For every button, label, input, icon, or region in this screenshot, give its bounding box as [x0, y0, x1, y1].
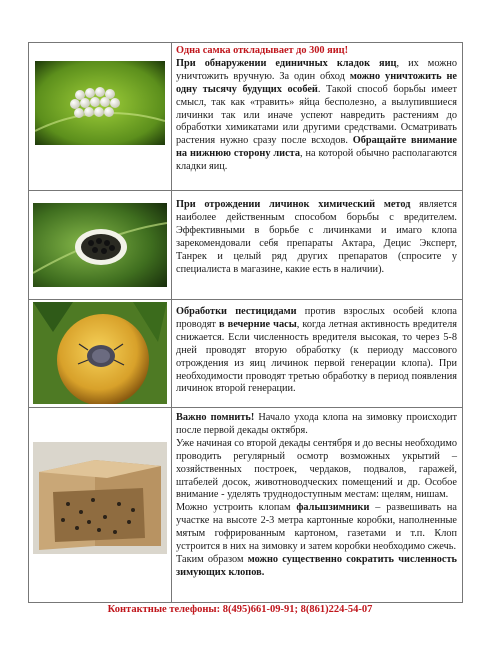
text-span: . Такой способ борьбы имеет смысл, так как «травить» яйца бесполезно, а вылупившиеся личинки так или иначе успеют навредить растениям до обработки химикатами или другими средствами. Осматривать растения нужно сразу после всходов.: [176, 83, 457, 147]
section-wintering: [29, 408, 462, 602]
wintering-image: [29, 408, 172, 602]
text-span: фальшзимники: [296, 502, 370, 514]
pesticides-image: [29, 300, 172, 407]
eggs-on-leaf-photo: [35, 61, 165, 145]
text-span: При отрождении личинок химический метод: [176, 199, 411, 210]
text-span: Можно устроить клопам: [176, 502, 297, 514]
larvae-on-leaf-photo: [33, 203, 167, 287]
section-pesticides: [29, 300, 462, 408]
larvae-image: [29, 191, 172, 299]
text-span: против взрослых особей клопа проводят: [176, 306, 457, 330]
section-wintering-text: [172, 408, 462, 602]
text-span: Таким образом: [176, 553, 248, 565]
eggs-image: [29, 43, 172, 190]
bug-on-fruit-photo: [33, 302, 167, 404]
text-span: – развешивать на участке на высоте 2-3 метра картонные коробки, наполненные мятым гофрированным картоном, газетами и т.п. Клоп устроится в них на зимовку и затем коробки необходимо сжечь.: [176, 502, 457, 553]
section-eggs-heading: Одна самка откладывает до 300 яиц!: [176, 45, 348, 56]
text-span: Начало ухода клопа на зимовку происходит после первой декады октября.: [176, 412, 457, 436]
text-span: , когда летная активность вредителя снижается. Если численность вредителя высокая, то через 5-8 дней проводят вторую обработку (к периоду массового отрождения из яиц личинок первой генерации клопа). При необходимости проводят третью обработку в период появления личинок второй генерации.: [176, 318, 457, 395]
text-span: Обращайте внимание на нижнюю сторону листа: [176, 135, 457, 160]
cardboard-trap-photo: [33, 442, 167, 554]
content-table: [28, 42, 463, 603]
text-span: Важно помнить!: [176, 412, 255, 423]
text-span: можно уничтожить не одну тысячу будущих особей: [176, 70, 457, 95]
section-pesticides-text: [172, 300, 462, 407]
text-span: в вечерние часы: [219, 318, 297, 330]
text-span: Обработки пестицидами: [176, 306, 297, 317]
text-span: можно существенно сократить численность зимующих клопов.: [176, 553, 457, 578]
text-span: , на которой обычно располагаются кладки яиц.: [176, 148, 458, 173]
section-eggs-text: [172, 43, 462, 190]
section-larvae-text: [172, 191, 462, 299]
section-larvae: [29, 191, 462, 300]
text-span: Уже начиная со второй декады сентября и до весны необходимо проводить регулярный осмотр возможных укрытий – хозяйственных построек, чердаков, подвалов, гаражей, штабелей досок, животноводческих помещений и др. Особое внимание - уделять труднодоступным местам: щелям, нишам.: [176, 437, 457, 501]
text-span: , их можно уничтожить вручную. За один обход: [176, 57, 457, 82]
section-eggs: [29, 43, 462, 191]
contact-phones: Контактные телефоны: 8(495)661-09-91; 8(861)224-54-07: [107, 604, 373, 615]
text-span: является наиболее действенным способом борьбы с вредителем. Эффективными в борьбе с личинками и имаго клопа зарекомендовали себя препараты Актара, Децис Эксперт, Танрек и целый ряд других препаратов (спросите у специалиста в магазине, какие есть в наличии).: [176, 199, 457, 275]
text-span: При обнаружении единичных кладок яиц: [176, 57, 397, 69]
